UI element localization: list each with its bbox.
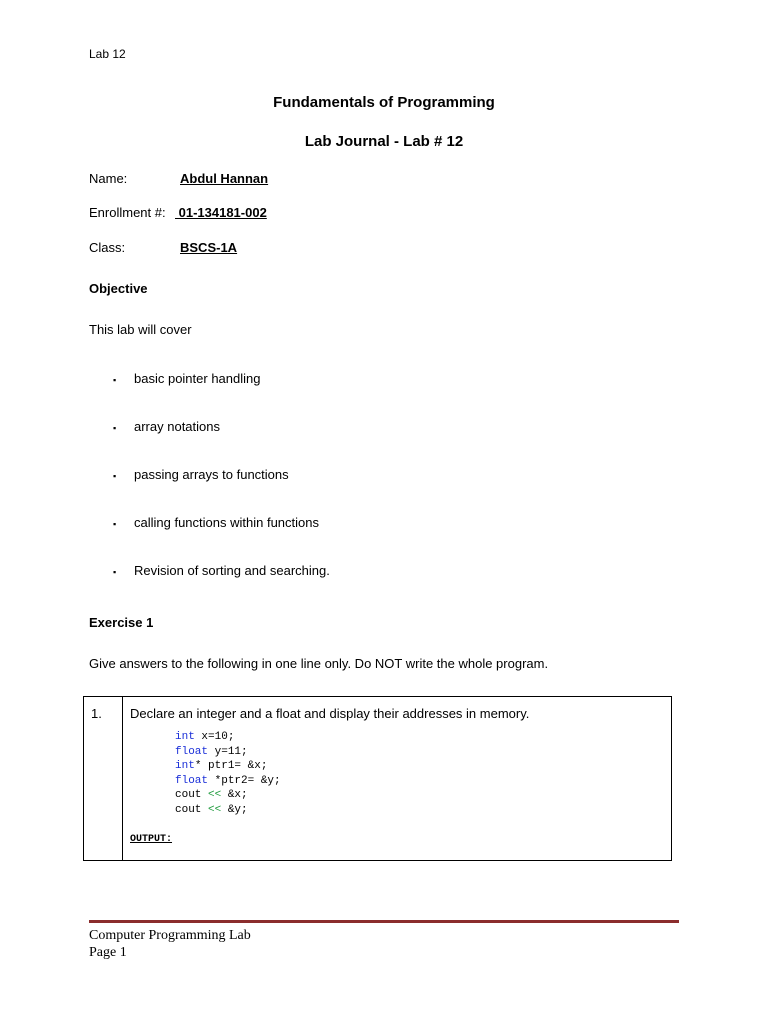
question-number: 1. (91, 706, 102, 721)
name-value: Abdul Hannan (180, 171, 269, 186)
code-text: cout (175, 789, 209, 801)
code-keyword: int (175, 731, 195, 743)
code-line (175, 760, 267, 772)
bullet-icon: ▪ (113, 566, 117, 577)
code-text: * ptr1= &x; (194, 760, 268, 772)
code-keyword: float (175, 746, 209, 758)
list-item (113, 515, 319, 530)
list-item (113, 371, 260, 386)
class-label: Class: (89, 240, 126, 255)
question-table (83, 696, 672, 861)
list-item (113, 419, 220, 434)
footer-rule (89, 920, 679, 923)
code-text: cout (175, 804, 209, 816)
table-divider (122, 697, 123, 860)
name-label: Name: (89, 171, 128, 186)
class-value: BSCS-1A (180, 240, 238, 255)
list-item (113, 563, 330, 578)
exercise-instructions: Give answers to the following in one line only. Do NOT write the whole program. (89, 656, 549, 671)
list-item (113, 467, 289, 482)
code-text: y=11; (208, 746, 248, 758)
document-subtitle: Lab Journal - Lab # 12 (304, 133, 464, 150)
enrollment-label: Enrollment #: (89, 205, 166, 220)
objective-heading: Objective (89, 281, 148, 296)
code-line (175, 775, 281, 787)
code-line (175, 789, 248, 801)
bullet-icon: ▪ (113, 374, 117, 385)
code-line (175, 746, 248, 758)
list-item-text: Revision of sorting and searching. (134, 563, 330, 578)
question-text: Declare an integer and a float and display their addresses in memory. (130, 706, 530, 721)
list-item-text: basic pointer handling (134, 371, 261, 386)
bullet-icon: ▪ (113, 422, 117, 433)
objective-intro: This lab will cover (89, 322, 192, 337)
code-text: *ptr2= &y; (208, 775, 281, 787)
code-keyword: float (175, 775, 209, 787)
footer-course: Computer Programming Lab (89, 928, 251, 943)
bullet-icon: ▪ (113, 518, 117, 529)
code-operator: << (208, 789, 222, 801)
footer-page-number: Page 1 (89, 945, 127, 960)
code-line (175, 731, 234, 743)
exercise-heading: Exercise 1 (89, 615, 154, 630)
output-label: OUTPUT: (130, 834, 173, 845)
code-keyword: int (175, 760, 195, 772)
code-operator: << (208, 804, 222, 816)
header-label: Lab 12 (89, 47, 126, 61)
code-text: &y; (221, 804, 248, 816)
document-title: Fundamentals of Programming (273, 94, 495, 111)
code-line (175, 804, 248, 816)
bullet-icon: ▪ (113, 470, 117, 481)
list-item-text: passing arrays to functions (134, 467, 289, 482)
code-text: &x; (221, 789, 248, 801)
list-item-text: array notations (134, 419, 220, 434)
enrollment-value: 01-134181-002 (175, 205, 267, 220)
list-item-text: calling functions within functions (134, 515, 319, 530)
code-text: x=10; (194, 731, 235, 743)
